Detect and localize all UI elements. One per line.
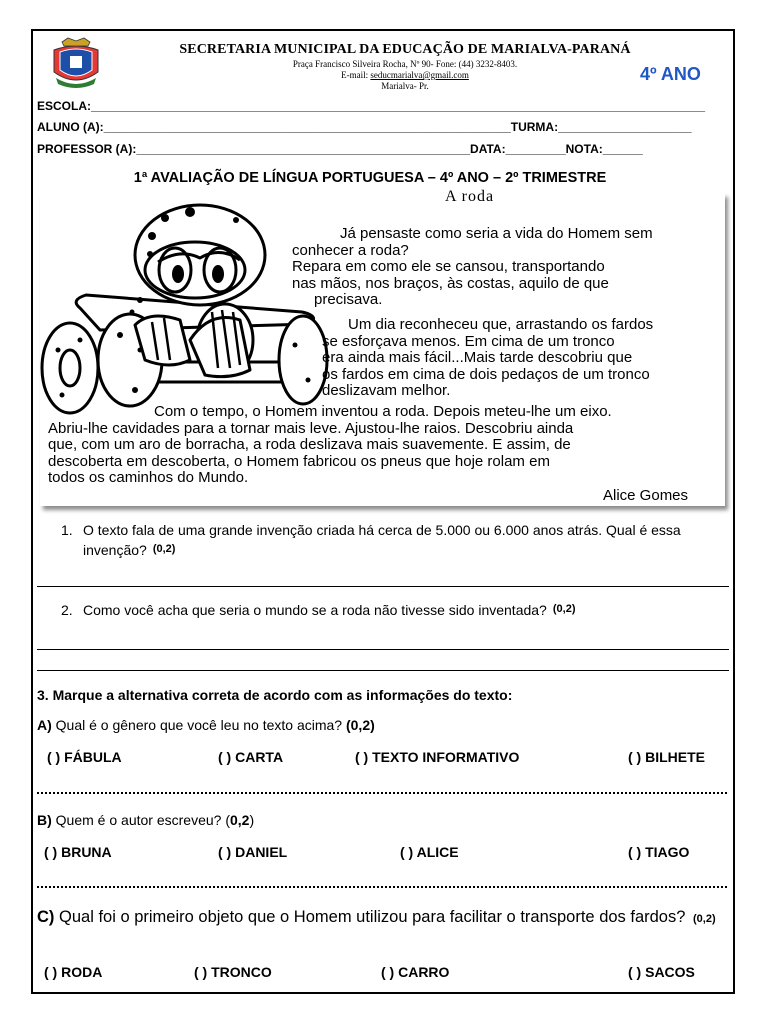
- story-line: se esforçava menos. Em cima de um tronco: [322, 332, 615, 350]
- question-1: [61, 520, 723, 562]
- header-email-line: [120, 70, 690, 81]
- question-3-heading: [37, 687, 512, 703]
- option-roda[interactable]: ( ) RODA: [44, 964, 103, 980]
- story-line: que, com um aro de borracha, a roda deslizava mais suavemente. E assim, de: [48, 436, 571, 453]
- story-title: A roda: [445, 188, 495, 205]
- option-fabula[interactable]: ( ) FÁBULA: [47, 749, 122, 765]
- item-points: 0,2: [229, 812, 250, 828]
- header-city: Marialva- Pr.: [381, 81, 429, 91]
- question-number: 1.: [61, 522, 73, 538]
- teacher-date-grade-field[interactable]: PROFESSOR (A):__________________________________________________DATA:_________NOTA:______: [37, 142, 643, 156]
- item-letter: B): [37, 812, 52, 828]
- item-text: Quem é o autor escreveu? (: [51, 812, 230, 828]
- item-text: Qual é o gênero que você leu no texto acima?: [51, 717, 346, 733]
- grade-badge: 4º ANO: [640, 64, 701, 84]
- question-points: (0,2): [552, 603, 576, 615]
- option-tronco[interactable]: ( ) TRONCO: [194, 964, 272, 980]
- story-line: descoberta em descoberta, o Homem fabricou os pneus que hoje rolam em: [48, 452, 550, 470]
- school-field[interactable]: ESCOLA:____________________________________________________________________________________________: [37, 99, 705, 113]
- story-line: todos os caminhos do Mundo.: [48, 469, 249, 486]
- question-text: Como você acha que seria o mundo se a roda não tivesse sido inventada?: [83, 602, 547, 618]
- story-line: Com o tempo, o Homem inventou a roda. Depois meteu-lhe um eixo.: [154, 403, 612, 420]
- question-2: [61, 600, 723, 622]
- story-paragraph-1: [292, 226, 728, 309]
- header-title: SECRETARIA MUNICIPAL DA EDUCAÇÃO DE MARIALVA-PARANÁ: [179, 42, 631, 57]
- item-close: ): [249, 812, 255, 828]
- option-bilhete[interactable]: ( ) BILHETE: [628, 749, 705, 765]
- answer-line[interactable]: [37, 670, 729, 671]
- header-address: Praça Francisco Silveira Rocha, Nº 90- Fone: (44) 3232-8403.: [292, 59, 518, 69]
- option-tiago[interactable]: ( ) TIAGO: [628, 844, 690, 860]
- story-line: era ainda mais fácil...Mais tarde descobriu que: [322, 349, 633, 366]
- question-number: 2.: [61, 602, 73, 618]
- item-letter: A): [37, 717, 52, 733]
- item-letter: C): [37, 908, 55, 926]
- story-line: Abriu-lhe cavidades para a tornar mais leve. Ajustou-lhe raios. Descobriu ainda: [48, 419, 574, 437]
- answer-line[interactable]: [37, 586, 729, 587]
- email-label: E-mail:: [341, 70, 369, 80]
- dotted-divider: [37, 792, 727, 794]
- item-text: Qual foi o primeiro objeto que o Homem utilizou para facilitar o transporte dos fardos?: [54, 908, 686, 926]
- evaluation-title: 1ª AVALIAÇÃO DE LÍNGUA PORTUGUESA – 4º ANO – 2º TRIMESTRE: [133, 170, 607, 186]
- option-alice[interactable]: ( ) ALICE: [400, 844, 459, 860]
- dotted-divider: [37, 886, 727, 888]
- item-points: (0,2): [693, 913, 716, 925]
- student-class-field[interactable]: ALUNO (A):_____________________________________________________________TURMA:____________________: [37, 120, 692, 134]
- question-text: O texto fala de uma grande invenção criada há cerca de 5.000 ou 6.000 anos atrás. Qual é essa invenção?: [83, 522, 681, 558]
- story-line: conhecer a roda?: [292, 241, 409, 259]
- story-line: Um dia reconheceu que, arrastando os fardos: [348, 316, 654, 333]
- question-text: . Marque a alternativa correta de acordo com as informações do texto:: [44, 687, 513, 703]
- question-3b: [37, 812, 254, 828]
- option-carta[interactable]: ( ) CARTA: [218, 749, 284, 765]
- municipal-crest-icon: [48, 36, 104, 92]
- question-3a: [37, 717, 375, 733]
- story-line: deslizavam melhor.: [322, 382, 451, 399]
- option-daniel[interactable]: ( ) DANIEL: [218, 844, 288, 860]
- option-texto-informativo[interactable]: ( ) TEXTO INFORMATIVO: [355, 749, 520, 765]
- option-bruna[interactable]: ( ) BRUNA: [44, 844, 112, 860]
- story-paragraph-3: [48, 404, 726, 487]
- answer-line[interactable]: [37, 649, 729, 650]
- email-link[interactable]: seducmarialva@gmail.com: [370, 70, 469, 80]
- story-line: Já pensaste como seria a vida do Homem sem: [340, 225, 653, 242]
- story-line: Repara em como ele se cansou, transportando: [292, 258, 605, 275]
- turtle-wheel-illustration-icon: [40, 200, 330, 415]
- story-author: Alice Gomes: [603, 487, 689, 504]
- question-points: (0,2): [152, 543, 176, 555]
- item-points: (0,2): [345, 717, 375, 733]
- story-line: os fardos em cima de dois pedaços de um tronco: [322, 365, 650, 383]
- option-carro[interactable]: ( ) CARRO: [381, 964, 450, 980]
- question-3c: [37, 906, 727, 931]
- question-number: 3: [37, 687, 45, 703]
- story-paragraph-2: [322, 317, 728, 400]
- story-line: nas mãos, nos braços, às costas, aquilo de que: [292, 274, 609, 292]
- option-sacos[interactable]: ( ) SACOS: [628, 964, 695, 980]
- story-line: precisava.: [314, 291, 383, 308]
